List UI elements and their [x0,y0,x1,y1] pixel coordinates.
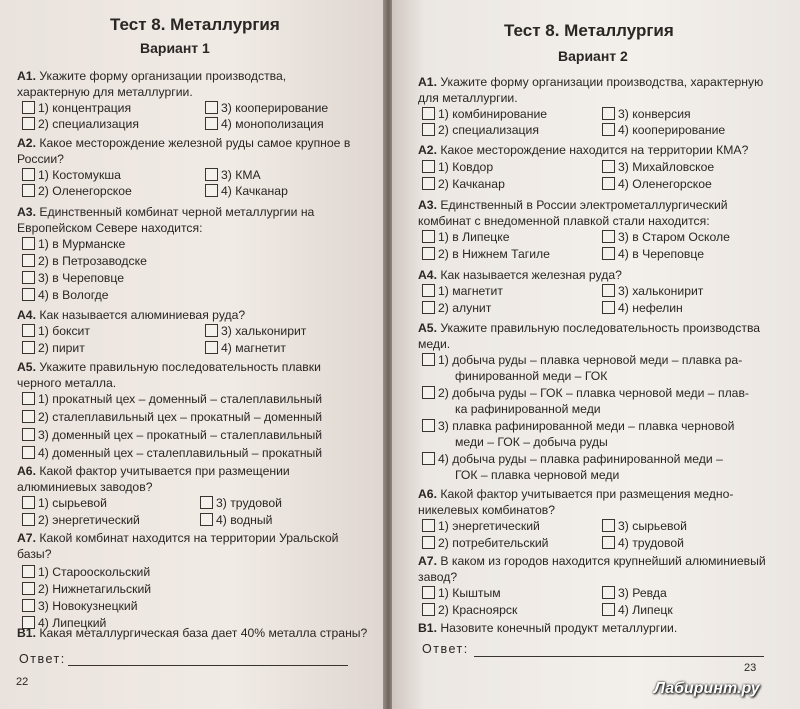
option[interactable]: 3) Ревда [602,585,667,601]
answer-label: Ответ: [19,652,66,666]
option[interactable]: 4) кооперирование [602,122,725,138]
option[interactable]: 3) КМА [205,167,261,183]
checkbox[interactable] [22,117,35,130]
checkbox[interactable] [205,184,218,197]
option[interactable]: 1) магнетит [422,283,503,299]
checkbox[interactable] [422,603,435,616]
checkbox[interactable] [22,168,35,181]
checkbox[interactable] [602,586,615,599]
question-a7: А7. Какой комбинат находится на территории Уральской базы? [17,531,339,561]
question-a2: А2. Какое месторождение находится на территории КМА? [418,143,749,157]
page-title: Тест 8. Металлургия [110,15,280,34]
option[interactable]: 2) добыча руды – ГОК – плавка черновой меди – плав- [422,385,749,401]
option[interactable]: 2) в Петрозаводске [22,253,147,269]
page-number: 22 [16,676,29,688]
option[interactable]: 4) монополизация [205,116,324,132]
option[interactable]: 4) водный [200,512,272,528]
question-b1: В1. Назовите конечный продукт металлургии. [418,621,678,635]
answer-line[interactable] [474,656,764,657]
checkbox[interactable] [22,237,35,250]
checkbox[interactable] [22,271,35,284]
checkbox[interactable] [22,101,35,114]
question-a1: А1. Укажите форму организации производства, характерную для металлургии. [418,75,764,105]
checkbox[interactable] [602,230,615,243]
option[interactable]: 1) Ковдор [422,159,493,175]
checkbox[interactable] [422,177,435,190]
labirint-watermark: Лабиринт.ру [654,680,760,697]
checkbox[interactable] [602,177,615,190]
question-a7: А7. В каком из городов находится крупнейший алюминиевый завод? [418,554,766,584]
checkbox[interactable] [22,288,35,301]
option[interactable]: 4) магнетит [205,340,286,356]
option[interactable]: 2) Красноярск [422,602,517,618]
option[interactable]: 3) сырьевой [602,518,687,534]
checkbox[interactable] [22,184,35,197]
checkbox[interactable] [200,496,213,509]
option[interactable]: 2) пирит [22,340,85,356]
question-a2: А2. Какое месторождение железной руды самое крупное в России? [17,136,351,166]
checkbox[interactable] [22,324,35,337]
checkbox[interactable] [22,410,35,423]
option[interactable]: 3) Новокузнецкий [22,598,138,614]
option[interactable]: 4) в Вологде [22,287,109,303]
checkbox[interactable] [422,107,435,120]
checkbox[interactable] [422,353,435,366]
checkbox[interactable] [422,247,435,260]
question-a6: А6. Какой фактор учитывается при размещении алюминиевых заводов? [17,464,290,494]
checkbox[interactable] [602,536,615,549]
checkbox[interactable] [22,565,35,578]
page-title: Тест 8. Металлургия [504,21,674,40]
checkbox[interactable] [22,496,35,509]
option[interactable]: 3) кооперирование [205,100,328,116]
checkbox[interactable] [422,230,435,243]
option[interactable]: 2) Нижнетагильский [22,581,151,597]
checkbox[interactable] [22,254,35,267]
option[interactable]: 1) прокатный цех – доменный – сталеплавильный [22,391,322,407]
checkbox[interactable] [602,107,615,120]
checkbox[interactable] [422,586,435,599]
option[interactable]: 2) Качканар [422,176,505,192]
checkbox[interactable] [422,160,435,173]
page-number: 23 [744,662,757,674]
checkbox[interactable] [422,284,435,297]
option[interactable]: 1) добыча руды – плавка черновой меди – плавка ра- [422,352,742,368]
option[interactable]: 1) концентрация [22,100,131,116]
checkbox[interactable] [22,446,35,459]
checkbox[interactable] [602,123,615,136]
checkbox[interactable] [602,301,615,314]
checkbox[interactable] [205,324,218,337]
checkbox[interactable] [422,419,435,432]
option[interactable]: 3) трудовой [200,495,282,511]
option[interactable]: 3) хальконирит [602,283,703,299]
option[interactable]: 1) Костомукша [22,167,121,183]
question-a4: А4. Как называется железная руда? [418,268,622,282]
option[interactable]: 1) боксит [22,323,90,339]
checkbox[interactable] [602,284,615,297]
option[interactable]: 1) Кыштым [422,585,501,601]
left-page [0,0,385,709]
checkbox[interactable] [200,513,213,526]
option[interactable]: 4) доменный цех – сталеплавильный – прокатный [22,445,322,461]
option[interactable]: 4) трудовой [602,535,684,551]
checkbox[interactable] [602,247,615,260]
option[interactable]: 4) Липецкий [22,615,106,631]
option[interactable]: 1) в Липецке [422,229,510,245]
answer-line[interactable] [68,665,348,666]
option[interactable]: 2) сталеплавильный цех – прокатный – доменный [22,409,322,425]
option[interactable]: 2) в Нижнем Тагиле [422,246,550,262]
checkbox[interactable] [422,536,435,549]
checkbox[interactable] [22,392,35,405]
option[interactable]: 2) алунит [422,300,491,316]
checkbox[interactable] [22,341,35,354]
question-a3: А3. Единственный комбинат черной металлургии на Европейском Севере находится: [17,205,315,235]
checkbox[interactable] [422,301,435,314]
question-a4: А4. Как называется алюминиевая руда? [17,308,246,322]
variant-heading: Вариант 1 [140,40,210,56]
option[interactable]: 2) специализация [422,122,539,138]
option[interactable]: 4) Липецк [602,602,673,618]
question-b1: В1. Какая металлургическая база дает 40% металла страны? [17,626,368,640]
checkbox[interactable] [602,160,615,173]
option[interactable]: 2) Оленегорское [22,183,132,199]
checkbox[interactable] [422,519,435,532]
option[interactable]: 1) в Мурманске [22,236,125,252]
option[interactable]: 3) Михайловское [602,159,714,175]
option[interactable]: 3) в Череповце [22,270,124,286]
option-continuation: меди – ГОК – добыча руды [455,435,608,449]
option[interactable]: 1) сырьевой [22,495,107,511]
option[interactable]: 3) хальконирит [205,323,306,339]
checkbox[interactable] [602,519,615,532]
option-continuation: ГОК – плавка черновой меди [455,468,620,482]
checkbox[interactable] [422,452,435,465]
question-a5: А5. Укажите правильную последовательность плавки черного металла. [17,360,321,390]
answer-label: Ответ: [422,642,469,656]
option[interactable]: 2) потребительский [422,535,548,551]
option-continuation: ка рафинированной меди [455,402,601,416]
option[interactable]: 1) энергетический [422,518,540,534]
question-a3: А3. Единственный в России электрометаллургический комбинат с внедоменной плавкой стали находится: [418,198,728,228]
checkbox[interactable] [602,603,615,616]
checkbox[interactable] [205,341,218,354]
question-a5: А5. Укажите правильную последовательность производства меди. [418,321,761,351]
checkbox[interactable] [22,582,35,595]
variant-heading: Вариант 2 [558,48,628,64]
question-a1: А1. Укажите форму организации производства, характерную для металлургии. [17,69,287,99]
checkbox[interactable] [205,168,218,181]
option[interactable]: 2) энергетический [22,512,140,528]
checkbox[interactable] [422,123,435,136]
option[interactable]: 4) в Череповце [602,246,704,262]
option-continuation: финированной меди – ГОК [455,369,608,383]
option[interactable]: 4) нефелин [602,300,683,316]
checkbox[interactable] [22,599,35,612]
checkbox[interactable] [205,101,218,114]
option[interactable]: 4) добыча руды – плавка рафинированной меди – [422,451,723,467]
option[interactable]: 3) доменный цех – прокатный – сталеплавильный [22,427,322,443]
checkbox[interactable] [422,386,435,399]
option[interactable]: 4) Качканар [205,183,288,199]
checkbox[interactable] [22,513,35,526]
checkbox[interactable] [205,117,218,130]
option[interactable]: 1) комбинирование [422,106,547,122]
option[interactable]: 3) конверсия [602,106,691,122]
right-page [392,0,800,709]
option[interactable]: 4) Оленегорское [602,176,712,192]
question-a6: А6. Какой фактор учитывается при размещения медно-никелевых комбинатов? [418,487,734,517]
checkbox[interactable] [22,428,35,441]
option[interactable]: 1) Старооскольский [22,564,150,580]
option[interactable]: 2) специализация [22,116,139,132]
option[interactable]: 3) плавка рафинированной меди – плавка черновой [422,418,734,434]
option[interactable]: 3) в Старом Осколе [602,229,730,245]
